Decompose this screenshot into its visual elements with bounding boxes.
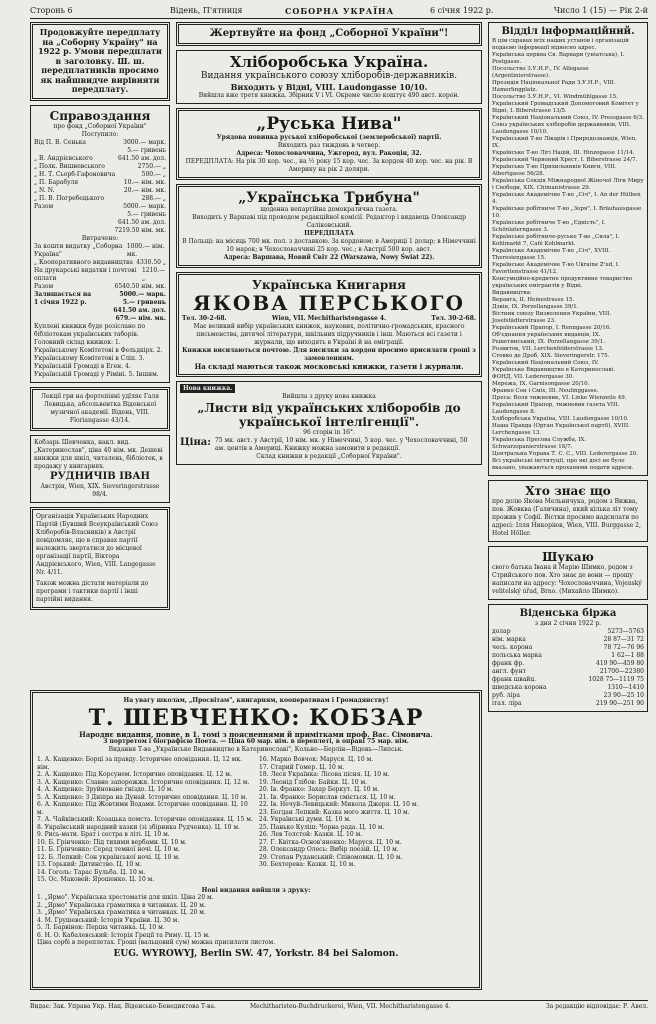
new-book-item: 6. Н. О. Кабалевський: Історія Греції та Риму. Ц. 15 м.: [37, 931, 210, 939]
book-item: 7. А. Чайківський: Козацька помста. Історичне оповідання. Ц. 15 м.: [37, 816, 253, 823]
place: Відень, П'ятниця: [170, 6, 243, 15]
issue: Число 1 (15) — Рік 2-й: [553, 6, 648, 15]
income-list: [34, 139, 166, 203]
book-item: 17. Старий Гомер. Ц. 10 м.: [259, 763, 345, 771]
info-entry: Український Червоний Хрест, I. Biberstrasse 24/7.: [492, 157, 638, 163]
info-entry: Видавництва:: [492, 290, 532, 296]
income-label: Поступило:: [81, 130, 119, 138]
page-number: Сторонь 6: [30, 6, 73, 15]
spent-row: „ Кооперативного видавництва 4330.50 „: [34, 258, 166, 266]
book-item: 28. Олександр Олесь: Вибір поезій. Ц. 10 м.: [259, 846, 399, 853]
report-title: Справоздання: [49, 108, 151, 123]
donate-banner: Жертвуйте на фонд „Соборної України"!: [176, 22, 482, 46]
info-entry: ФОНД, VII. Lederergasse 30.: [492, 374, 575, 380]
book-item: 18. Леся Українка: Лісова пісня. Ц. 10 м.: [259, 771, 390, 778]
kobzar-big-ad: На увагу школам, „Просвітам", книгарням, кооперативам і Громадянству! Т. ШЕВЧЕНКО: КОБЗАР Народнє видання, повне, в 1. томі з поясненнями й примітками проф. Вас. Сімовича. З портретом і біографією Поета. — Ціна 60 мар. нім. в переплеті, в оправі 75 мар. нім. Видання Т-ва „Українське Видавництво в Катеринославі", Кольно—Берлін—Відень—Липськ. 1. А. Кащенко: Борці за правду. Історичне оповідання. Ц. 12 мк. нім. 2. А. Кащенко: Під Корсунем. Історичне оповідання. Ц. 12 м. 3. А. Кащенко: Славне запорожжя. Історичне оповідання. Ц. 12 м. 4. А. Кащенко: Зруйноване гніздо. Ц. 10 м. 5. А. Кащенко: З Дніпра на Дунай. Історичне оповідання. Ц. 10 м. 6. А. Кащенко: Під Жовтими Водами. Історичне оповідання. Ц. 10 м. 7. А. Чайківський: Козацька помста. Історичне оповідання. Ц. 15 м. 8. Український народний казки (зі збірника Рудченка). Ц. 10 м. 9. Рись-мати. Брат і сестра в літі. Ц. 10 м. 10. Б. Грінченко: Під тихими вербами. Ц. 10 м. 11. Б. Грінченко: Серед темної ночі. Ц. 10 м. 12. Б. Лепкий: Сон української ночі. Ц. 10 м. 13. Горький: Дитинство. Ц. 10 м. 14. Гоголь: Тарас Бульба. Ц. 10 м. 15. Ос. Маковей: Ярошенко. Ц. 10 м. 16. Марко Вовчок: Маруся. Ц. 10 м. 17. Старий Гомер. Ц. 10 м. 18. Леся Українка: Лісова пісня. Ц. 10 м. 19. Леонід Глібов: Байки. Ц. 10 м. 20. Ів. Франко: Захар Беркут. Ц. 10 м. 21. Ів. Франко: Борислав сміється. Ц. 10 м. 22. Ів. Нечуй-Левицький: Микола Джеря. Ц. 10 м. 23. Богдан Лепкий: Казка мого життя. Ц. 10 м. 24. Українські думи. Ц. 10 м. 25. Панько Куліш: Чорна рада. Ц. 10 м. 26. Лев Толстой: Казки. Ц. 10 м. 27. Г. Квітка-Основ'яненко: Маруся. Ц. 10 м. 28. Олександр Олесь: Вибір поезій. Ц. 10 м. 29. Степан Руданський: Співомовки. Ц. 10 м. 30. Бехтерева: Казки. Ц. 10 м. Нові видання вийшли з друку: 1. „Ярмо". Українська хрестоматія для шкіл. Ціна 20 м. 2. „Ярмо" Українська граматика в читанках. Ц. 20 м. 3. „Ярмо" Українська граматика в читанках. Ц. 20 м. 4. М. Грушевський: Історія України. Ц. 30 м. 5. Л. Барвінок: Перша читанка. Ц. 10 м. 6. Н. О. Кабалевський: Історія Греції та Риму. Ц. 15 м. Ціна сорбі в переплетах. Гроші (вальцовий сум) можна присилати листом. EUG. WYROWYJ, Berlin SW. 47, Yorkstr. 84 bei Salomon.: [30, 690, 482, 990]
info-entry: Український Прапор, тижневик газета VIII. Laudongasse 8.: [492, 402, 620, 415]
info-entry: Наша Правда (Орган Української партії), XVIII. Lerchengasse 13.: [492, 423, 630, 436]
kobzar-title: Т. ШЕВЧЕНКО: КОБЗАР: [88, 704, 424, 731]
info-entry: Український Національний Союз, IV. Pressgasse 6/3.: [492, 115, 644, 121]
balance: Залишається на 1 січня 1922 р. 5000.— марк. 5.— гривень 641.50 ам. дол. 679.— нім. мк.: [34, 290, 166, 322]
income-row: Від П. В. Сенька 3000.— марк.: [34, 138, 166, 146]
rate-row: польська марка 1 62—1 88: [492, 652, 644, 659]
page-footer: Видає: Зак. Управа Укр. Нац. Віденсько-Бенедиктова Т-ва. Mechitharisten-Buchdruckerei, Wien, VII. Mechitharistengasse 4. За редакцію відповідає: Р. Авел.: [30, 1000, 648, 1003]
new-book-item: 4. М. Грушевський: Історія України. Ц. 30 м.: [37, 916, 180, 924]
book-item: 26. Лев Толстой: Казки. Ц. 10 м.: [259, 831, 363, 838]
info-entry: Президія Національної Ради З.У.Н.Р., VIII. Hamerlingplatz.: [492, 80, 616, 93]
fund-report: [30, 105, 170, 383]
income-row: „ N. N. 20.— нім. мк.: [34, 186, 166, 194]
book-item: 20. Ів. Франко: Захар Беркут. Ц. 10 м.: [259, 786, 380, 793]
book-item: 3. А. Кащенко: Славне запорожжя. Історичне оповідання. Ц. 12 м.: [37, 778, 250, 786]
info-entry: Український Громадський Допомоговий Комітет у Відні, I. Biberstrasse 13/5.: [492, 101, 639, 114]
organization-ad: Організація Українських Народних Партій (Бувший Всеукраїнський Союз Хліборобів-Власників) в Австрії повідомляє, що в справах партії належить звертатися до місцевої організації партії, Віктора Андрієвського, Wien, VIII. Langegasse Nr. 4/11. Також можна дістати матеріали до програми і тактики партії і інші партійні видання.: [30, 507, 170, 610]
info-entry: Посольство З.У.Н.Р., VI. Windmühlgasse 15.: [492, 94, 618, 100]
info-entry: Український Прапор, I. Renngasse 20/16.: [492, 325, 612, 331]
income-sum: Разом 5000.— марк. 5.— гривень 641.50 ам. дол. 7219.50 нім. мк.: [34, 202, 166, 234]
info-entry: Преса: Воля тижневик, VI. Linke Wienzeile 49.: [492, 395, 627, 401]
rate-row: руб. ліра 23 90—25 10: [492, 692, 644, 699]
tribuna-ad: „Українська Трибуна" щоденна непартійна демократична газета. Виходить у Варшаві під проводом редакційної комісії. Редактор і видавець Олександр Саліковський. ПЕРЕДПЛАТА В Польщі: на місяць 700 мк. пол. з доставкою. За кордоном: в Америці 1 долар; в Німеччині 10 марок; в Чехословаччині 25 кор. чес.; в Австрії 500 кор. авст. Адреса: Варшава, Новий Світ 22 (Warszawa, Nowy Świat 22).: [176, 184, 482, 268]
book-item: 2. А. Кащенко: Під Корсунем. Історичне оповідання. Ц. 12 м.: [37, 771, 232, 778]
info-section: Відділ інформаційний. В цім справах всіх наших установ і організацій подаємо інформації відносно адрес. Українська церква Св. Варвари (уніатська), I. Postgasse. Посольство З.У.Н.Р., IV. Allegasse (Argentinierstrasse). Президія Національної Ради З.У.Н.Р., VIII. Hamerlingplatz. Посольство З.У.Н.Р., VI. Windmühlgasse 15. Український Громадський Допомоговий Комітет у Відні, I. Biberstrasse 13/5. Український Національний Союз, IV. Pressgasse 6/3. Союз українських хліборобів державників, VIII. Laudongasse 10/10. Український Т-во Лікарів і Природознавців, Wien, IX. Українське Т-во Лігі Націй, III. Hinzegasse 11/14. Український Червоний Хрест, I. Biberstrasse 24/7. Українське Т-во Прихильників Книги, VIII. Albertgasse 56/28. Українська Секція Міжнародної Жіночої Ліги Миру і Свободи, XIX. Chimanistrasse 29. Українське Академічне Т-во „Січ", I. An der Hülben 4. Українське робітниче Т-во „Зоря", I. Bräuhausgasse 10. Українське робітниче Т-во „Єдність", I. Schönlaterngasse 3. Українське робітниче-руське Т-во „Сила", I. Kohlmarkt 7, Café Kohlmarkt. Українське Академічне Т-во „Січ", XVIII. Theresiengasse 15. Українське Академічне Т-во Ukraine Z'ud, I. Favoritenstrasse 41/12. Консумційно-кредитне продуктивне товариство українських емігрантів у Відні. Видавництва: Веранга, II. Heinestrasse 15. Дзвін, IX. Porzellangasse 39/1. Вістник союзу Визволення України, VIII. Josefstädterstrasse 23. Український Прапор, I. Renngasse 20/16. Об'єднання українських видавців, IX. Рєшетинський, IX. Porzellangasse 39/1. Розвиток, VII. Lerchenfelderstrasse 13. Стевко де Дроб, XIX. Sieveringerstr. 175. Український Національний Союз, IV. Українське Видавництво в Катеринославі. ФОНД, VII. Lederergasse 30. Мережа, IX. Garnisongasse 20/10. Франко Сон і Сміх, III. Neulinggasse. Преса: Воля тижневик, VI. Linke Wienzeile 49. Український Прапор, тижневик газета VIII. Laudongasse 8. Хліборобська Україна, VIII. Laudongasse 10/10. Наша Правда (Орган Української партії), XVIII. Lerchengasse 13. Українська Пресова Служба, IX. Schwarzspanierstrasse 18/7. Центральна Управа Т. С. С., VIII. Lederergasse 20. Всі українські інституції, про які досі не було вказано, уважаються проханими подати адреси.: [488, 22, 648, 476]
rate-row: франк фр. 419 90—459 80: [492, 660, 644, 667]
book-item: 5. А. Кащенко: З Дніпра на Дунай. Історичне оповідання. Ц. 10 м.: [37, 793, 248, 801]
info-entry: Українське Академічне Т-во Ukraine Z'ud, I. Favoritenstrasse 41/12.: [492, 262, 620, 275]
book-item: 1. А. Кащенко: Борці за правду. Історичне оповідання. Ц. 12 мк. нім.: [37, 756, 242, 771]
rate-row: нім. марка 28 87—31 72: [492, 636, 644, 643]
info-entry: Об'єднання українських видавців, IX.: [492, 332, 601, 338]
info-entry: Українська церква Св. Варвари (уніатська), I. Postgasse.: [492, 52, 625, 65]
new-book-ad: Нова книжка. Вийшла з друку нова книжка „Листи від українських хліборобів до української інтелігенції". 96 сторін in 16°. Ціна: 75 мк. авст. у Австрії, 10 нім. мк. у Німеччині, 5 кор. чес. у Чехословаччині, 50 ам. центів в Америці. Книжку можна замовити в редакції. Склад книжки в редакції „Соборної України".: [176, 381, 482, 465]
rate-row: чесь. корона 78 72—76 96: [492, 644, 644, 651]
book-item: 23. Богдан Лепкий: Казка мого життя. Ц. 10 м.: [259, 808, 410, 816]
new-book-item: 1. „Ярмо". Українська хрестоматія для шкіл. Ціна 20 м.: [37, 894, 214, 901]
new-book-item: 3. „Ярмо" Українська граматика в читанках. Ц. 20 м.: [37, 909, 206, 916]
rudnychiv-address: Австрія, Wien, XIX. Sieveringerstrasse 98/4.: [40, 482, 160, 498]
info-entry: Вістник союзу Визволення України, VIII. Josefstädterstrasse 23.: [492, 311, 612, 324]
spent-row: На друкарські видатки і почтові оплати 1210.— „: [34, 266, 166, 282]
info-entry: Хліборобська Україна, VIII. Laudongasse 10/10.: [492, 416, 629, 422]
info-entry: Українське робітниче Т-во „Єдність", I. Schönlaterngasse 3.: [492, 220, 606, 233]
income-row: „ Н. Т. Сьорб-Гафоновича 500.— „: [34, 170, 166, 178]
info-entry: Дзвін, IX. Porzellangasse 39/1.: [492, 304, 579, 310]
info-entry: Франко Сон і Сміх, III. Neulinggasse.: [492, 388, 599, 394]
book-item: 29. Степан Руданський: Співомовки. Ц. 10 м.: [259, 853, 403, 861]
book-item: 6. А. Кащенко: Під Жовтими Водами. Історичне оповідання. Ц. 10 м.: [37, 801, 248, 816]
book-item: 4. А. Кащенко: Зруйноване гніздо. Ц. 10 м.: [37, 786, 174, 793]
info-entry: Українське Академічне Т-во „Січ", XVIII. Theresiengasse 15.: [492, 248, 611, 261]
date: 6 січня 1922 р.: [430, 6, 494, 15]
info-entry: Український Т-во Лікарів і Природознавців, Wien, IX.: [492, 136, 637, 149]
info-entry: Рєшетинський, IX. Porzellangasse 39/1.: [492, 339, 605, 345]
lessons-ad: Лекції гри на фортепіяні удїляє Галя Левицька, абсольвентка Віденської музичної академії. Відень, VIII. Floriangasse 43/14.: [30, 387, 170, 431]
book-item: 19. Леонід Глібов: Байки. Ц. 10 м.: [259, 778, 368, 786]
who-knows: Хто знає що про долю Якова Мельничука, родом з Вижва, пов. Жовква (Галичина), який кілька літ тому прожив у Софії. Вістки просимо надсилати по адресі: Ілля Никоріюк, Wien, VIII. Burggasse 2, Hotel Höller.: [488, 480, 648, 542]
new-book-item: 2. „Ярмо" Українська граматика в читанках. Ц. 20 м.: [37, 901, 206, 909]
income-row: „ Полк. Вишневського 2750.— „: [34, 162, 166, 170]
spent-row: За кошти видатку „Соборна Україна" 1000.— нім. мк.: [34, 242, 165, 258]
ruska-niva-ad: „Руська Нива" Урядова новинка руської хліборобської (землеробської) партії. Виходить раз тиждень в четвер. Адреса: Чохословаччина, Ужгород, вул. Ракоцін, 32. ПЕРЕДПЛАТА: На рік 30 кор. чес., на ½ року 15 кор. чес. За кордон 40 кор. чес. на рік. В Америку на рік 2 доляри.: [176, 108, 482, 180]
bookstore-ad: Українська Книгарня ЯКОВА ПЕРСЬКОГО Тел. 30-2-68. Wien, VII. Mechitharistengasse 4. Тел. 30-2-68. Має великий вибір українських книжок, наукових, політично-громадських, красного письменства, дитячої літератури, шкільних підручників і інш. Маються всі газети і журнали, що виходять в Україні й на еміграції. Книжки висилаються почтою. Для висилки за кордон просимо присилати гроші з замовленням. На складі маються також московські книжки, газети і журнали.: [176, 272, 482, 377]
rate-row: англ. фунт 21700—22380: [492, 668, 644, 675]
right-column: [488, 22, 648, 716]
info-entry: Український Національний Союз, IV.: [492, 360, 599, 366]
page-header: [30, 4, 648, 19]
report-subtitle: про фонд „Соборної України": [53, 122, 147, 130]
income-row: „ П. В. Погребецького 288.— „: [34, 194, 166, 202]
book-item: 21. Ів. Франко: Борислав сміється. Ц. 10 м.: [259, 793, 396, 801]
info-entry: Українське робітниче-руське Т-во „Сила", I. Kohlmarkt 7, Café Kohlmarkt.: [492, 234, 620, 247]
rate-row: франк швайц. 1028 75—1119 75: [492, 676, 644, 683]
book-item: 30. Бехтерева: Казки. Ц. 10 м.: [259, 861, 356, 868]
info-entry: Українське Видавництво в Катеринославі.: [492, 367, 615, 373]
info-entry: Центральна Управа Т. С. С., VIII. Lederergasse 20.: [492, 451, 639, 457]
book-item: 9. Рись-мати. Брат і сестра в літі. Ц. 10 м.: [37, 831, 170, 838]
info-entry: Українське Академічне Т-во „Січ", I. An der Hülben 4.: [492, 192, 641, 205]
new-book-item: 5. Л. Барвінок: Перша читанка. Ц. 10 м.: [37, 924, 165, 931]
info-entry: Українське Т-во Прихильників Книги, VIII. Albertgasse 56/28.: [492, 164, 617, 177]
book-item: 11. Б. Грінченко: Серед темної ночі. Ц. 10 м.: [37, 846, 180, 853]
info-entry: Українська Секція Міжнародної Жіночої Ліги Миру і Свободи, XIX. Chimanistrasse 29.: [492, 178, 644, 191]
book-item: 22. Ів. Нечуй-Левицький: Микола Джеря. Ц. 10 м.: [259, 801, 419, 808]
report-note: Куплені книжки буде розіслано по бібліотекам українських таборів. Головний склад книжок: 1. Українському Комітетові в Фельдкірх. 2. Українському Комітетові в Сліп. 3. Українській Громаді в Еген. 4. Українській Громаді у Ріміні. 5. Іншим.: [34, 322, 163, 378]
book-item: 24. Українські думи. Ц. 10 м.: [259, 816, 351, 823]
book-item: 16. Марко Вовчок: Маруся. Ц. 10 м.: [259, 756, 374, 763]
exchange-rates: Віденська біржа з дня 2 січня 1922 р. долар 5273—5763 нім. марка 28 87—31 72 чесь. корона 78 72—76 96 польська марка 1 62—1 88 франк фр. 419 90—459 80 англ. фунт 21700—22380 франк швайц. 1028 75—1119 75 шведська корона 1310—1410 руб. ліра 23 90—25 10 італ. ліра 219 90—251 90: [488, 604, 648, 712]
info-entries: [492, 52, 644, 458]
info-entry: Посольство З.У.Н.Р., IV. Allegasse (Argentinierstrasse).: [492, 66, 589, 79]
info-entry: Українське робітниче Т-во „Зоря", I. Bräuhausgasse 10.: [492, 206, 642, 219]
book-item: 12. Б. Лепкий: Сон української ночі. Ц. 10 м.: [37, 853, 180, 861]
income-row: „ В. Андрієвського 641.50 ам. дол.: [34, 154, 166, 162]
book-item: 13. Горький: Дитинство. Ц. 10 м.: [37, 861, 142, 868]
book-item: 27. Г. Квітка-Основ'яненко: Маруся. Ц. 10 м.: [259, 838, 402, 846]
income-row: „ П. Барабуля 10.— нім. мк.: [34, 178, 166, 186]
spent-sum: Разом 6540.50 нім. мк.: [34, 282, 166, 290]
khliborobska-ad: Хліборобська Україна. Видання українського союзу хліборобів-державників. Виходить у Відні, VIII. Laudongasse 10/10. Вийшла вже третя книжка. Збірник V і VI. Окреме число коштує 490 авст. корон.: [176, 50, 482, 104]
income-row: 5.— гривень: [127, 146, 166, 154]
info-entry: Веранга, II. Heinestrasse 15.: [492, 297, 575, 303]
spent-label: Витрачено:: [81, 234, 119, 242]
rudnychiv-name: РУДНИЧІВ ІВАН: [50, 470, 150, 482]
rate-row: шведська корона 1310—1410: [492, 684, 644, 691]
info-entry: Українська Пресова Служба, IX. Schwarzspanierstrasse 18/7.: [492, 437, 587, 450]
left-column: [30, 22, 170, 614]
rate-row: долар 5273—5763: [492, 628, 644, 635]
info-entry: Українське Т-во Лігі Націй, III. Hinzegasse 11/14.: [492, 150, 635, 156]
book-item: 14. Гоголь: Тарас Бульба. Ц. 10 м.: [37, 868, 146, 876]
book-item: 10. Б. Грінченко: Під тихими вербами. Ц. 10 м.: [37, 838, 187, 846]
paper-name: СОБОРНА УКРАЇНА: [285, 6, 395, 16]
middle-column: [176, 22, 482, 469]
info-entry: Мережа, IX. Garnisongasse 20/10.: [492, 381, 590, 387]
info-entry: Союз українських хліборобів державників, VIII. Laudongasse 10/10.: [492, 122, 631, 135]
kobzar-ad: Кобзарь Шевченка, накл. вид. „Катеринослав", ціна 40 нім. мк. Дешеві книжки для шкіл, читалень, бібліотек, в продажу у книгарнях. РУДНИЧІВ ІВАН Австрія, Wien, XIX. Sieveringerstrasse 98/4.: [30, 435, 170, 503]
info-entry: Консумційно-кредитне продуктивне товариство українських емігрантів у Відні.: [492, 276, 633, 289]
book-item: 8. Український народний казки (зі збірника Рудченка). Ц. 10 м.: [37, 823, 240, 831]
book-item: 15. Ос. Маковей: Ярошенко. Ц. 10 м.: [37, 876, 155, 883]
subscription-notice: Продовжуйте передплату на „Соборну Україну" на 1922 р. Умови передплати в заголовку. Ш. ш. передплатників просимо як найшвидче вирівняти передплату.: [30, 22, 170, 101]
book-item: 25. Панько Куліш: Чорна рада. Ц. 10 м.: [259, 823, 385, 831]
searching: Шукаю свого батька Івана й Марію Шимко, родом з Стрийського пов. Хто знає де вони — прошу написати на адресу: Чохословаччина, Vojenský velitelský úřad, Brno. (Михайло Шимко).: [488, 546, 648, 600]
info-entry: Розвиток, VII. Lerchenfelderstrasse 13.: [492, 346, 604, 352]
rate-row: італ. ліра 219 90—251 90: [492, 700, 644, 707]
info-entry: Стевко де Дроб, XIX. Sieveringerstr. 175.: [492, 353, 610, 359]
